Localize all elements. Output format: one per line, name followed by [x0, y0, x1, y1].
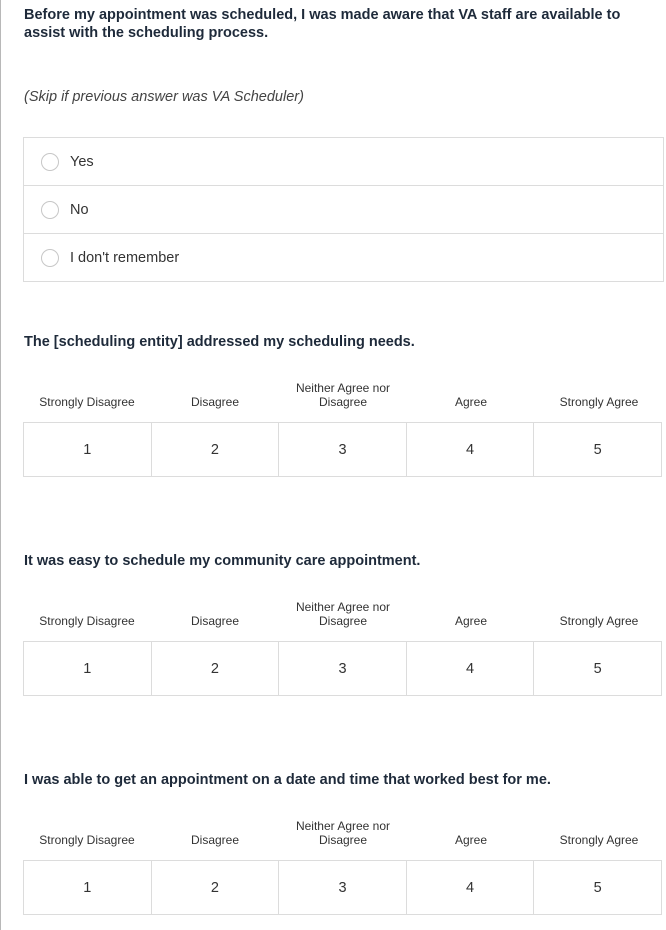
scale-option-1[interactable]: 1: [24, 861, 152, 914]
question-2-scale-labels: [23, 375, 663, 409]
option-label: No: [70, 201, 89, 218]
question-1-options: [23, 137, 664, 282]
scale-label-disagree: Disagree: [190, 614, 240, 628]
scale-label-strongly-agree: Strongly Agree: [559, 614, 639, 628]
left-border: [0, 0, 1, 930]
scale-label-strongly-disagree: Strongly Disagree: [39, 395, 135, 409]
question-4-scale-labels: [23, 813, 663, 847]
scale-label-neither: Neither Agree nor Disagree: [295, 381, 391, 409]
question-3-scale: [23, 641, 662, 696]
scale-option-4[interactable]: 4: [407, 423, 535, 476]
scale-option-5[interactable]: 5: [593, 879, 602, 896]
scale-option-2[interactable]: 2: [152, 861, 280, 914]
scale-label-strongly-agree: Strongly Agree: [559, 395, 639, 409]
question-1-note: (Skip if previous answer was VA Scheduler): [24, 89, 304, 105]
scale-option-5[interactable]: 5: [593, 441, 602, 458]
radio-circle-icon[interactable]: [41, 201, 59, 219]
scale-option-5[interactable]: 5: [593, 660, 602, 677]
scale-label-disagree: Disagree: [190, 833, 240, 847]
scale-label-neither: Neither Agree nor Disagree: [295, 600, 391, 628]
question-3-title: It was easy to schedule my community care appointment.: [24, 553, 421, 569]
option-dont-remember[interactable]: [24, 234, 663, 282]
scale-option-3[interactable]: 3: [279, 861, 407, 914]
radio-circle-icon[interactable]: [41, 249, 59, 267]
question-2-scale: [23, 422, 662, 477]
question-1-title: Before my appointment was scheduled, I was made aware that VA staff are available to assist with the scheduling process.: [24, 7, 621, 41]
question-4-title: I was able to get an appointment on a date and time that worked best for me.: [24, 772, 551, 788]
scale-option-3[interactable]: 3: [279, 423, 407, 476]
scale-option-2[interactable]: 2: [152, 423, 280, 476]
scale-label-agree: Agree: [454, 833, 488, 847]
scale-label-neither: Neither Agree nor Disagree: [295, 819, 391, 847]
scale-label-agree: Agree: [454, 614, 488, 628]
scale-option-3[interactable]: 3: [279, 642, 407, 695]
option-no[interactable]: [24, 186, 663, 234]
question-4-scale: [23, 860, 662, 915]
option-yes[interactable]: [24, 138, 663, 186]
scale-option-2[interactable]: 2: [152, 642, 280, 695]
scale-label-strongly-disagree: Strongly Disagree: [39, 833, 135, 847]
question-2-title: The [scheduling entity] addressed my scheduling needs.: [24, 334, 415, 350]
option-label: Yes: [70, 153, 94, 170]
scale-option-1[interactable]: 1: [24, 423, 152, 476]
scale-option-4[interactable]: 4: [407, 861, 535, 914]
question-3-scale-labels: [23, 594, 663, 628]
scale-label-agree: Agree: [454, 395, 488, 409]
option-label: I don't remember: [70, 249, 180, 266]
radio-circle-icon[interactable]: [41, 153, 59, 171]
scale-label-strongly-agree: Strongly Agree: [559, 833, 639, 847]
scale-option-4[interactable]: 4: [407, 642, 535, 695]
scale-option-1[interactable]: 1: [24, 642, 152, 695]
scale-label-strongly-disagree: Strongly Disagree: [39, 614, 135, 628]
scale-label-disagree: Disagree: [190, 395, 240, 409]
